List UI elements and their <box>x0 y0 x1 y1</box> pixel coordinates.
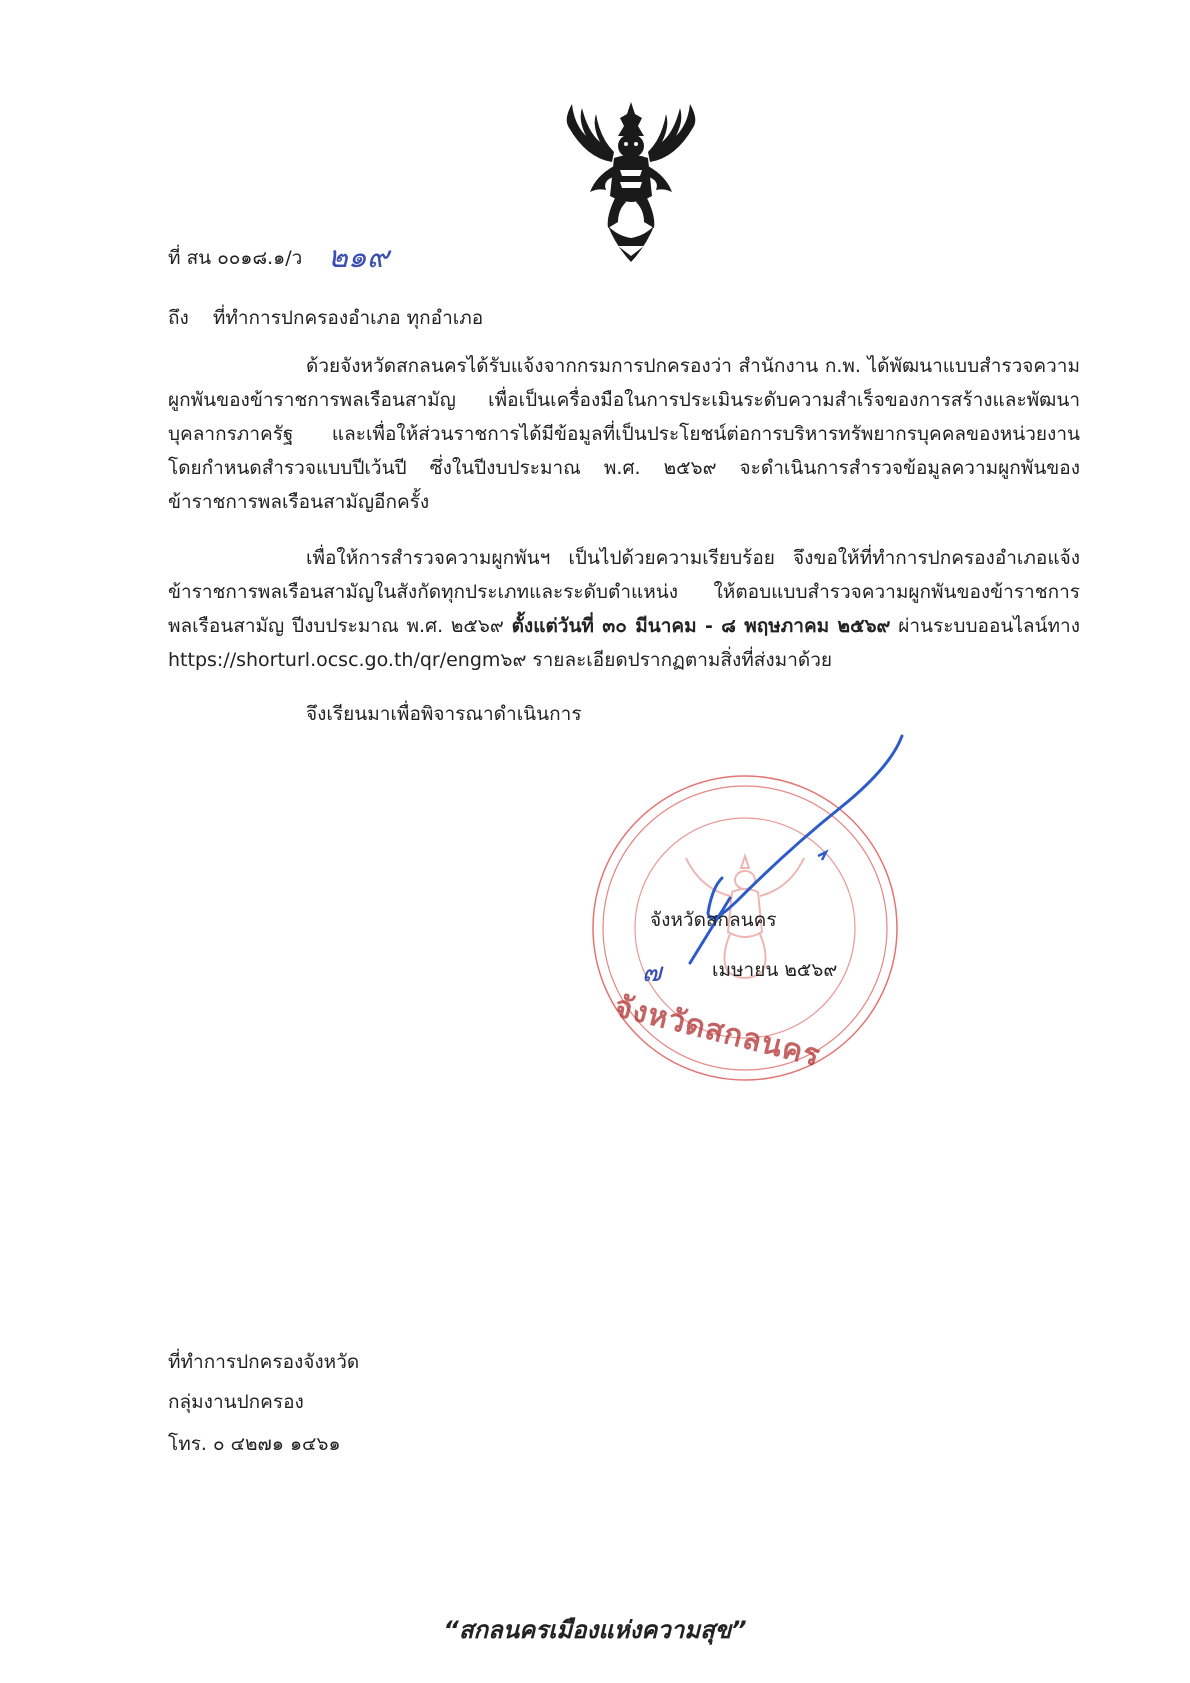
to-value: ที่ทำการปกครองอำเภอ ทุกอำเภอ <box>212 307 484 329</box>
footer-group: กลุ่มงานปกครอง <box>168 1391 304 1413</box>
para2-text-b: ผ่านระบบออนไลน์ทาง https://shorturl.ocsc.go.th/qr/engm๖๙ รายละเอียดปรากฏตามสิ่งที่ส่งมาด้วย <box>168 615 1081 671</box>
seal-day-handwritten: ๗ <box>642 958 662 988</box>
footer-office: ที่ทำการปกครองจังหวัด <box>168 1351 360 1373</box>
closing-line: จึงเรียนมาเพื่อพิจารณาดำเนินการ <box>306 703 582 725</box>
seal-province: จังหวัดสกลนคร <box>650 909 777 931</box>
ref-handwritten: ๒๑๙ <box>328 240 389 275</box>
footer-phone: โทร. ๐ ๔๒๗๑ ๑๔๖๑ <box>168 1433 341 1455</box>
body-paragraph-1: ด้วยจังหวัดสกลนครได้รับแจ้งจากกรมการปกครองว่า สำนักงาน ก.พ. ได้พัฒนาแบบสำรวจความผูกพันของข้าราชการพลเรือนสามัญ เพื่อเป็นเครื่องมือในการประเมินระดับความสำเร็จของการสร้างและพัฒนาบุคลากรภาครัฐ และเพื่อให้ส่วนราชการได้มีข้อมูลที่เป็นประโยชน์ต่อการบริหารทรัพยากรบุคคลของหน่วยงาน โดยกำหนดสำรวจแบบปีเว้นปี ซึ่งในปีงบประมาณ พ.ศ. ๒๕๖๙ จะดำเนินการสำรวจข้อมูลความผูกพันของข้าราชการพลเรือนสามัญอีกครั้ง <box>168 355 1080 513</box>
footer-slogan: “สกลนครเมืองแห่งความสุข” <box>443 1616 747 1644</box>
seal-month-year: เมษายน ๒๕๖๙ <box>712 959 838 981</box>
para2-dates: ตั้งแต่วันที่ ๓๐ มีนาคม - ๘ พฤษภาคม ๒๕๖๙ <box>511 615 891 637</box>
body-paragraph-2 <box>168 541 1080 677</box>
seal-ring-text: จังหวัดสกลนคร <box>610 989 824 1074</box>
ref-number: ที่ สน ๐๐๑๘.๑/ว <box>168 247 303 269</box>
to-label: ถึง <box>168 307 189 329</box>
garuda-emblem-icon <box>556 96 706 266</box>
para2-text-a: เพื่อให้การสำรวจความผูกพันฯ เป็นไปด้วยความเรียบร้อย จึงขอให้ที่ทำการปกครองอำเภอแจ้งข้าราชการพลเรือนสามัญในสังกัดทุกประเภทและระดับตำแหน่ง ให้ตอบแบบสำรวจความผูกพันของข้าราชการพลเรือนสามัญ ปีงบประมาณ พ.ศ. ๒๕๖๙ <box>168 547 1080 637</box>
